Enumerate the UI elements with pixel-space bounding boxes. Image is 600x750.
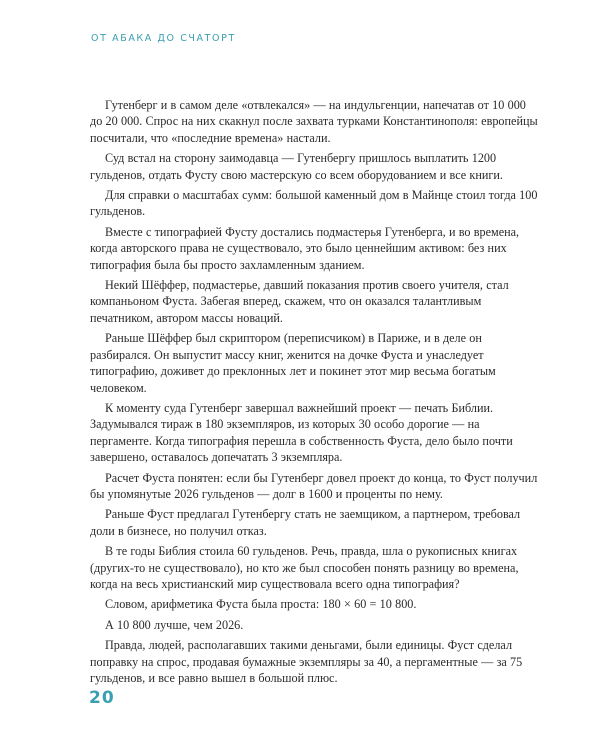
running-header: ОТ АБАКА ДО СЧАТОРТ [91,33,236,44]
paragraph-10: В те годы Библия стоила 60 гульденов. Речь, правда, шла о рукописных книгах (других-то не существовало), но кто же был способен понять разницу во времена, когда на весь христианский мир существовала всего одна типография? [90,544,519,591]
paragraph-1: Гутенберг и в самом деле «отвлекался» — на индульгенции, напечатав от 10 000 до 20 000. Спрос на них скакнул после захвата турками Константинополя: европейцы посчитали, что «последние времена» настали. [90,98,538,145]
page-number: 20 [89,688,115,708]
paragraph-3: Для справки о масштабах сумм: большой каменный дом в Майнце стоил тогда 100 гульденов. [90,188,538,219]
body-text [90,97,540,690]
paragraph-9: Раньше Фуст предлагал Гутенбергу стать не заемщиком, а партнером, требовал доли в бизнесе, но получил отказ. [90,507,521,538]
paragraph-8: Расчет Фуста понятен: если бы Гутенберг довел проект до конца, то Фуст получил бы упомянутые 2026 гульденов — долг в 1600 и проценты по нему. [90,470,538,501]
paragraph-5: Некий Шёффер, подмастерье, давший показания против своего учителя, стал компаньоном Фуста. Забегая вперед, скажем, что он оказался талантливым печатником, автором массы новаций. [90,278,509,325]
paragraph-6: Раньше Шёффер был скриптором (переписчиком) в Париже, и в деле он разбирался. Он выпустит массу книг, женится на дочке Фуста и унаследует типографию, доживет до преклонных лет и покинет этот мир весьма богатым человеком. [90,331,496,395]
paragraph-7: К моменту суда Гутенберг завершал важнейший проект — печать Библии. Задумывался тираж в 180 экземпляров, из которых 30 особо дорогие — на пергаменте. Когда типография перешла в собственность Фуста, дело было почти завершено, оставалось допечатать 3 экземпляра. [90,400,513,465]
paragraph-13: Правда, людей, располагавших такими деньгами, были единицы. Фуст сделал поправку на спрос, продавая бумажные экземпляры за 40, а пергаментные — за 75 гульденов, и все равно вышел в большой плюс. [90,638,523,685]
paragraph-11: Словом, арифметика Фуста была проста: 180 × 60 = 10 800. [105,597,417,612]
paragraph-12: А 10 800 лучше, чем 2026. [105,617,244,632]
paragraph-2: Суд встал на сторону заимодавца — Гутенбергу пришлось выплатить 1200 гульденов, отдать Фусту свою мастерскую со всем оборудованием и все книги. [90,151,503,182]
paragraph-4: Вместе с типографией Фусту достались подмастерья Гутенберга, и во времена, когда авторского права не существовало, это было ценнейшим активом: без них типография была бы просто захламленным зданием. [90,224,520,272]
